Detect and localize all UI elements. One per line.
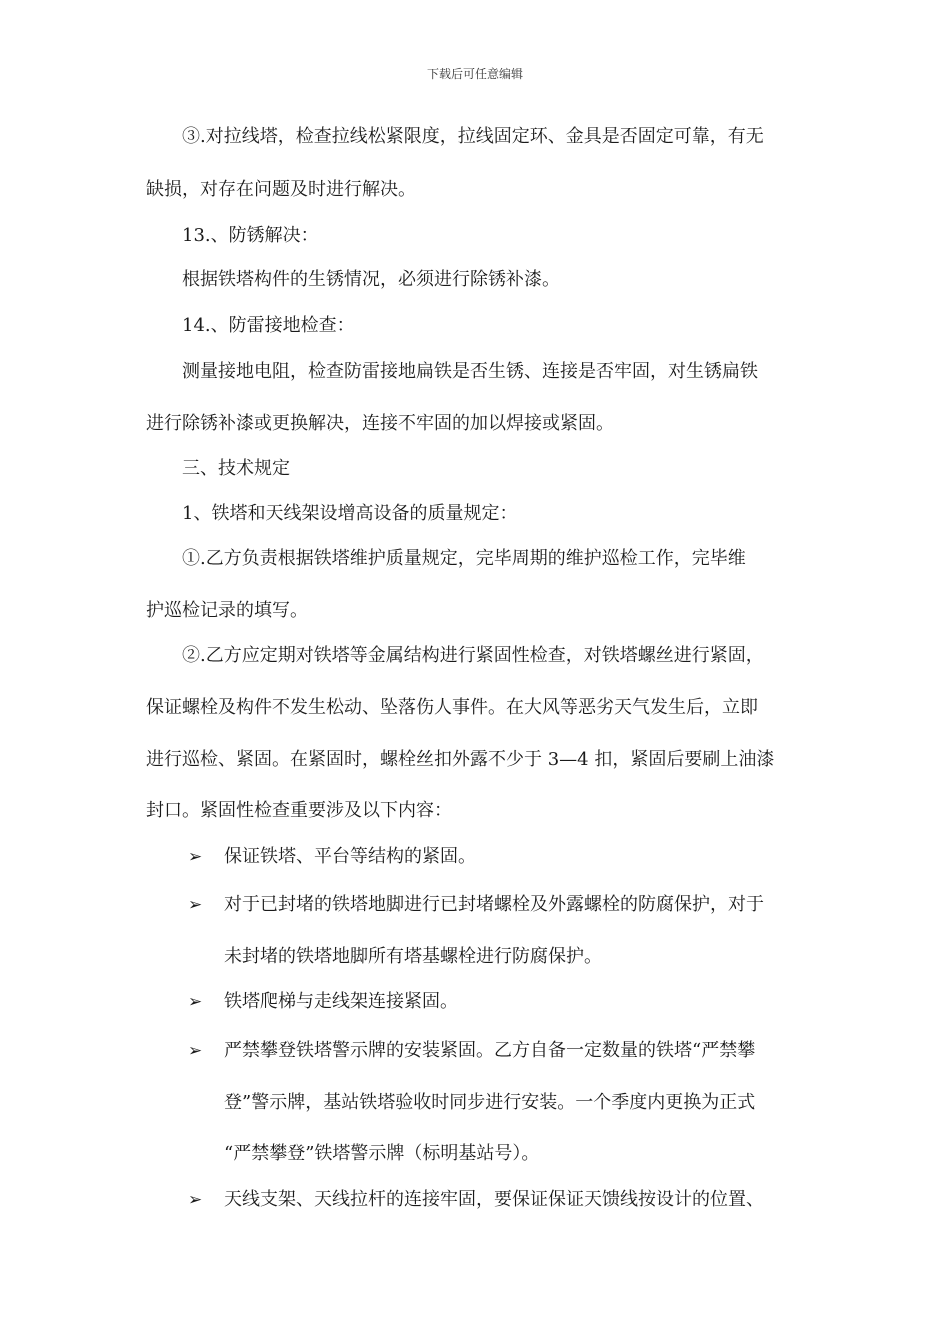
page-header: 下载后可任意编辑 xyxy=(426,67,523,81)
paragraph-line: ②.乙方应定期对铁塔等金属结构进行紧固性检查，对铁塔螺丝进行紧固， xyxy=(182,645,764,666)
bullet-item-continuation: 登”警示牌，基站铁塔验收时同步进行安装。一个季度内更换为正式 xyxy=(224,1092,756,1113)
arrow-bullet-icon: ➢ xyxy=(188,1190,203,1210)
paragraph-line: 护巡检记录的填写。 xyxy=(146,600,308,621)
bullet-item: 保证铁塔、平台等结构的紧固。 xyxy=(224,846,476,867)
bullet-item: 天线支架、天线拉杆的连接牢固，要保证保证天馈线按设计的位置、 xyxy=(224,1189,764,1210)
section-heading: 1、铁塔和天线架设增高设备的质量规定： xyxy=(182,503,518,524)
paragraph-line: 缺损，对存在问题及时进行解决。 xyxy=(146,179,416,200)
paragraph-line: ③.对拉线塔，检查拉线松紧限度，拉线固定环、金具是否固定可靠，有无 xyxy=(182,126,764,147)
section-heading: 13.、防锈解决： xyxy=(182,225,319,246)
paragraph-line: 保证螺栓及构件不发生松动、坠落伤人事件。在大风等恶劣天气发生后，立即 xyxy=(146,697,758,718)
section-heading: 14.、防雷接地检查： xyxy=(182,315,355,336)
arrow-bullet-icon: ➢ xyxy=(188,1041,203,1061)
bullet-item-continuation: “严禁攀登”铁塔警示牌（标明基站号）。 xyxy=(224,1143,540,1164)
paragraph-line: 进行除锈补漆或更换解决，连接不牢固的加以焊接或紧固。 xyxy=(146,413,614,434)
bullet-item: 铁塔爬梯与走线架连接紧固。 xyxy=(224,991,458,1012)
paragraph-line: 测量接地电阻，检查防雷接地扁铁是否生锈、连接是否牢固，对生锈扁铁 xyxy=(182,361,758,382)
arrow-bullet-icon: ➢ xyxy=(188,895,203,915)
paragraph-line: 根据铁塔构件的生锈情况，必须进行除锈补漆。 xyxy=(182,269,560,290)
paragraph-line: 进行巡检、紧固。在紧固时，螺栓丝扣外露不少于 3—4 扣，紧固后要刷上油漆 xyxy=(146,749,775,770)
bullet-item: 对于已封堵的铁塔地脚进行已封堵螺栓及外露螺栓的防腐保护，对于 xyxy=(224,894,764,915)
bullet-item-continuation: 未封堵的铁塔地脚所有塔基螺栓进行防腐保护。 xyxy=(224,946,602,967)
bullet-item: 严禁攀登铁塔警示牌的安装紧固。乙方自备一定数量的铁塔“严禁攀 xyxy=(224,1040,756,1061)
paragraph-line: 封口。紧固性检查重要涉及以下内容： xyxy=(146,800,452,821)
paragraph-line: ①.乙方负责根据铁塔维护质量规定，完毕周期的维护巡检工作，完毕维 xyxy=(182,548,746,569)
arrow-bullet-icon: ➢ xyxy=(188,992,203,1012)
section-heading: 三、技术规定 xyxy=(182,458,290,479)
arrow-bullet-icon: ➢ xyxy=(188,847,203,867)
